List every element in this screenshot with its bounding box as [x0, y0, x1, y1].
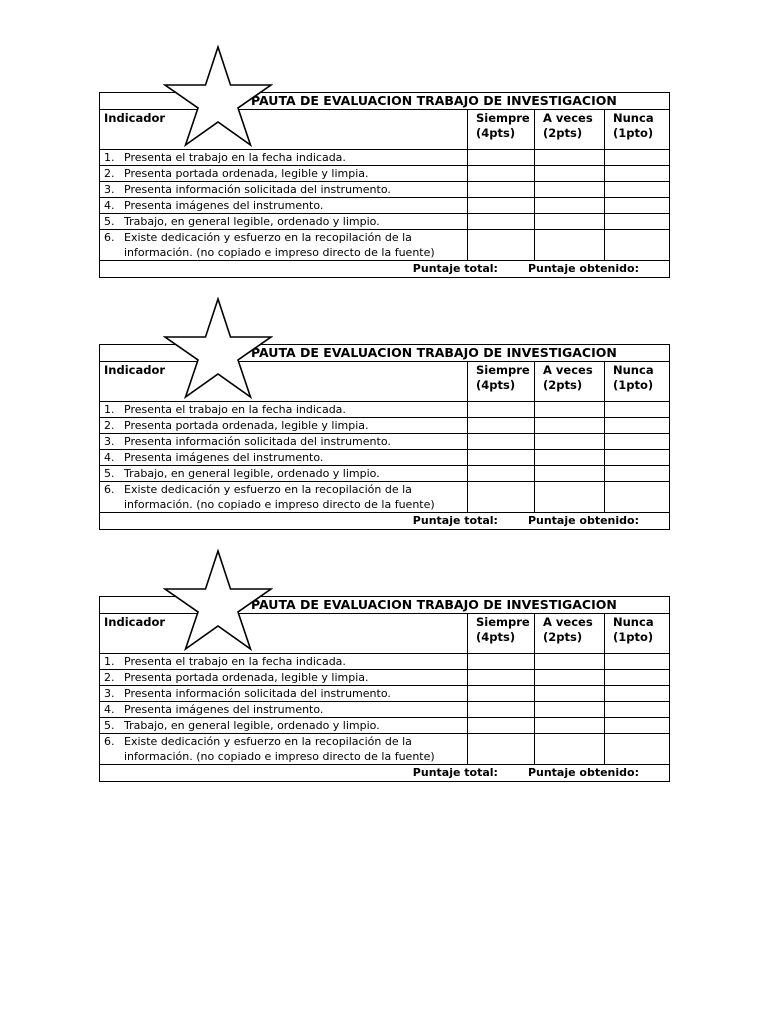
score-cell-siempre[interactable]	[468, 230, 535, 261]
score-cell-a-veces[interactable]	[535, 450, 605, 466]
indicator-text-cell	[100, 482, 468, 513]
item-number: 2.	[104, 419, 115, 432]
score-cell-a-veces[interactable]	[535, 230, 605, 261]
total-row	[100, 765, 670, 782]
header-a-veces	[535, 110, 605, 150]
indicator-text-cell	[100, 466, 468, 482]
indicator-text-cell	[100, 166, 468, 182]
score-cell-nunca[interactable]	[605, 150, 670, 166]
score-cell-a-veces[interactable]	[535, 166, 605, 182]
indicator-text-cell	[100, 402, 468, 418]
score-cell-nunca[interactable]	[605, 450, 670, 466]
item-text-continuation: información. (no copiado e impreso directo de la fuente)	[124, 246, 435, 259]
total-row	[100, 261, 670, 278]
item-number: 4.	[104, 199, 115, 212]
obtained-label: Puntaje obtenido:	[527, 766, 639, 779]
score-cell-nunca[interactable]	[605, 670, 670, 686]
item-text: Presenta imágenes del instrumento.	[124, 199, 324, 212]
header-siempre	[468, 614, 535, 654]
header-nunca-pts: (1pto)	[613, 630, 654, 644]
indicator-row-6	[100, 230, 670, 261]
indicator-row-5	[100, 718, 670, 734]
item-text: Trabajo, en general legible, ordenado y limpio.	[124, 719, 380, 732]
score-cell-a-veces[interactable]	[535, 214, 605, 230]
score-cell-siempre[interactable]	[468, 402, 535, 418]
score-cell-siempre[interactable]	[468, 482, 535, 513]
item-number: 3.	[104, 435, 115, 448]
header-indicador-label: Indicador	[104, 615, 166, 629]
form-title: PAUTA DE EVALUACION TRABAJO DE INVESTIGACION	[251, 345, 617, 360]
score-cell-nunca[interactable]	[605, 482, 670, 513]
indicator-row-5	[100, 466, 670, 482]
indicator-row-2	[100, 670, 670, 686]
indicator-row-3	[100, 434, 670, 450]
score-cell-nunca[interactable]	[605, 418, 670, 434]
score-cell-siempre[interactable]	[468, 654, 535, 670]
score-cell-siempre[interactable]	[468, 450, 535, 466]
item-number: 4.	[104, 451, 115, 464]
header-indicador-label: Indicador	[104, 111, 166, 125]
header-siempre-label: Siempre	[476, 111, 530, 125]
score-cell-nunca[interactable]	[605, 402, 670, 418]
score-cell-nunca[interactable]	[605, 198, 670, 214]
item-text: Existe dedicación y esfuerzo en la recopilación de la	[124, 483, 412, 496]
score-cell-nunca[interactable]	[605, 182, 670, 198]
item-text: Existe dedicación y esfuerzo en la recopilación de la	[124, 231, 412, 244]
score-cell-a-veces[interactable]	[535, 466, 605, 482]
obtained-label: Puntaje obtenido:	[527, 514, 639, 527]
score-cell-a-veces[interactable]	[535, 434, 605, 450]
score-cell-siempre[interactable]	[468, 150, 535, 166]
total-cell	[100, 765, 670, 782]
total-label: Puntaje total:	[412, 262, 498, 275]
item-number: 1.	[104, 655, 115, 668]
score-cell-siempre[interactable]	[468, 734, 535, 765]
item-number: 2.	[104, 167, 115, 180]
score-cell-nunca[interactable]	[605, 686, 670, 702]
score-cell-nunca[interactable]	[605, 702, 670, 718]
obtained-label: Puntaje obtenido:	[527, 262, 639, 275]
indicator-text-cell	[100, 734, 468, 765]
header-siempre-pts: (4pts)	[476, 126, 516, 140]
score-cell-a-veces[interactable]	[535, 670, 605, 686]
star-icon	[163, 45, 273, 147]
indicator-row-5	[100, 214, 670, 230]
indicator-text-cell	[100, 434, 468, 450]
header-a-veces-label: A veces	[543, 111, 593, 125]
score-cell-siempre[interactable]	[468, 670, 535, 686]
item-text: Trabajo, en general legible, ordenado y limpio.	[124, 215, 380, 228]
score-cell-nunca[interactable]	[605, 230, 670, 261]
header-a-veces-pts: (2pts)	[543, 378, 583, 392]
item-number: 5.	[104, 719, 115, 732]
indicator-row-4	[100, 198, 670, 214]
indicator-text-cell	[100, 686, 468, 702]
score-cell-a-veces[interactable]	[535, 734, 605, 765]
header-indicador-label: Indicador	[104, 363, 166, 377]
item-number: 1.	[104, 151, 115, 164]
header-indicador	[100, 362, 468, 402]
header-nunca	[605, 110, 670, 150]
header-siempre-label: Siempre	[476, 615, 530, 629]
indicator-text-cell	[100, 718, 468, 734]
indicator-row-3	[100, 182, 670, 198]
indicator-row-1	[100, 402, 670, 418]
item-text: Presenta información solicitada del instrumento.	[124, 183, 391, 196]
header-nunca	[605, 362, 670, 402]
score-cell-a-veces[interactable]	[535, 418, 605, 434]
item-text: Presenta imágenes del instrumento.	[124, 451, 324, 464]
item-number: 4.	[104, 703, 115, 716]
item-text: Existe dedicación y esfuerzo en la recopilación de la	[124, 735, 412, 748]
header-a-veces	[535, 614, 605, 654]
header-a-veces	[535, 362, 605, 402]
score-cell-a-veces[interactable]	[535, 702, 605, 718]
score-cell-siempre[interactable]	[468, 718, 535, 734]
item-text-continuation: información. (no copiado e impreso directo de la fuente)	[124, 750, 435, 763]
score-cell-nunca[interactable]	[605, 718, 670, 734]
item-text: Presenta información solicitada del instrumento.	[124, 435, 391, 448]
score-cell-siempre[interactable]	[468, 686, 535, 702]
indicator-row-3	[100, 686, 670, 702]
item-text-continuation: información. (no copiado e impreso directo de la fuente)	[124, 498, 435, 511]
item-text: Presenta el trabajo en la fecha indicada.	[124, 655, 346, 668]
item-text: Trabajo, en general legible, ordenado y limpio.	[124, 467, 380, 480]
item-number: 1.	[104, 403, 115, 416]
score-cell-siempre[interactable]	[468, 166, 535, 182]
score-cell-a-veces[interactable]	[535, 182, 605, 198]
item-number: 3.	[104, 687, 115, 700]
header-indicador	[100, 110, 468, 150]
form-title: PAUTA DE EVALUACION TRABAJO DE INVESTIGACION	[251, 93, 617, 108]
item-text: Presenta el trabajo en la fecha indicada.	[124, 151, 346, 164]
item-number: 6.	[104, 483, 115, 496]
indicator-text-cell	[100, 198, 468, 214]
header-nunca	[605, 614, 670, 654]
header-nunca-label: Nunca	[613, 363, 654, 377]
score-cell-nunca[interactable]	[605, 214, 670, 230]
item-number: 3.	[104, 183, 115, 196]
score-cell-a-veces[interactable]	[535, 198, 605, 214]
score-cell-nunca[interactable]	[605, 466, 670, 482]
header-nunca-pts: (1pto)	[613, 378, 654, 392]
item-text: Presenta portada ordenada, legible y limpia.	[124, 671, 369, 684]
header-nunca-label: Nunca	[613, 111, 654, 125]
score-cell-siempre[interactable]	[468, 466, 535, 482]
score-cell-siempre[interactable]	[468, 702, 535, 718]
score-cell-siempre[interactable]	[468, 214, 535, 230]
item-number: 6.	[104, 231, 115, 244]
header-siempre-pts: (4pts)	[476, 378, 516, 392]
item-text: Presenta portada ordenada, legible y limpia.	[124, 419, 369, 432]
total-cell	[100, 513, 670, 530]
star-icon	[163, 549, 273, 651]
total-label: Puntaje total:	[412, 766, 498, 779]
header-nunca-label: Nunca	[613, 615, 654, 629]
header-a-veces-pts: (2pts)	[543, 126, 583, 140]
item-number: 6.	[104, 735, 115, 748]
header-siempre	[468, 362, 535, 402]
score-cell-a-veces[interactable]	[535, 718, 605, 734]
form-title: PAUTA DE EVALUACION TRABAJO DE INVESTIGACION	[251, 597, 617, 612]
score-cell-nunca[interactable]	[605, 734, 670, 765]
score-cell-siempre[interactable]	[468, 418, 535, 434]
item-text: Presenta el trabajo en la fecha indicada.	[124, 403, 346, 416]
indicator-row-1	[100, 150, 670, 166]
score-cell-siempre[interactable]	[468, 182, 535, 198]
header-siempre	[468, 110, 535, 150]
item-number: 5.	[104, 467, 115, 480]
item-text: Presenta imágenes del instrumento.	[124, 703, 324, 716]
indicator-text-cell	[100, 702, 468, 718]
item-text: Presenta portada ordenada, legible y limpia.	[124, 167, 369, 180]
item-text: Presenta información solicitada del instrumento.	[124, 687, 391, 700]
score-cell-a-veces[interactable]	[535, 482, 605, 513]
indicator-row-4	[100, 702, 670, 718]
indicator-text-cell	[100, 182, 468, 198]
item-number: 5.	[104, 215, 115, 228]
header-siempre-pts: (4pts)	[476, 630, 516, 644]
indicator-text-cell	[100, 214, 468, 230]
indicator-row-6	[100, 734, 670, 765]
total-row	[100, 513, 670, 530]
header-a-veces-label: A veces	[543, 615, 593, 629]
indicator-text-cell	[100, 654, 468, 670]
score-cell-a-veces[interactable]	[535, 402, 605, 418]
indicator-text-cell	[100, 150, 468, 166]
indicator-row-2	[100, 418, 670, 434]
item-number: 2.	[104, 671, 115, 684]
total-cell	[100, 261, 670, 278]
indicator-row-1	[100, 654, 670, 670]
header-a-veces-label: A veces	[543, 363, 593, 377]
score-cell-nunca[interactable]	[605, 434, 670, 450]
score-cell-a-veces[interactable]	[535, 150, 605, 166]
score-cell-siempre[interactable]	[468, 434, 535, 450]
score-cell-a-veces[interactable]	[535, 686, 605, 702]
indicator-text-cell	[100, 670, 468, 686]
indicator-text-cell	[100, 450, 468, 466]
score-cell-nunca[interactable]	[605, 166, 670, 182]
header-a-veces-pts: (2pts)	[543, 630, 583, 644]
header-indicador	[100, 614, 468, 654]
score-cell-nunca[interactable]	[605, 654, 670, 670]
indicator-text-cell	[100, 418, 468, 434]
total-label: Puntaje total:	[412, 514, 498, 527]
indicator-row-6	[100, 482, 670, 513]
header-siempre-label: Siempre	[476, 363, 530, 377]
indicator-row-4	[100, 450, 670, 466]
indicator-row-2	[100, 166, 670, 182]
score-cell-siempre[interactable]	[468, 198, 535, 214]
header-nunca-pts: (1pto)	[613, 126, 654, 140]
indicator-text-cell	[100, 230, 468, 261]
star-icon	[163, 297, 273, 399]
score-cell-a-veces[interactable]	[535, 654, 605, 670]
